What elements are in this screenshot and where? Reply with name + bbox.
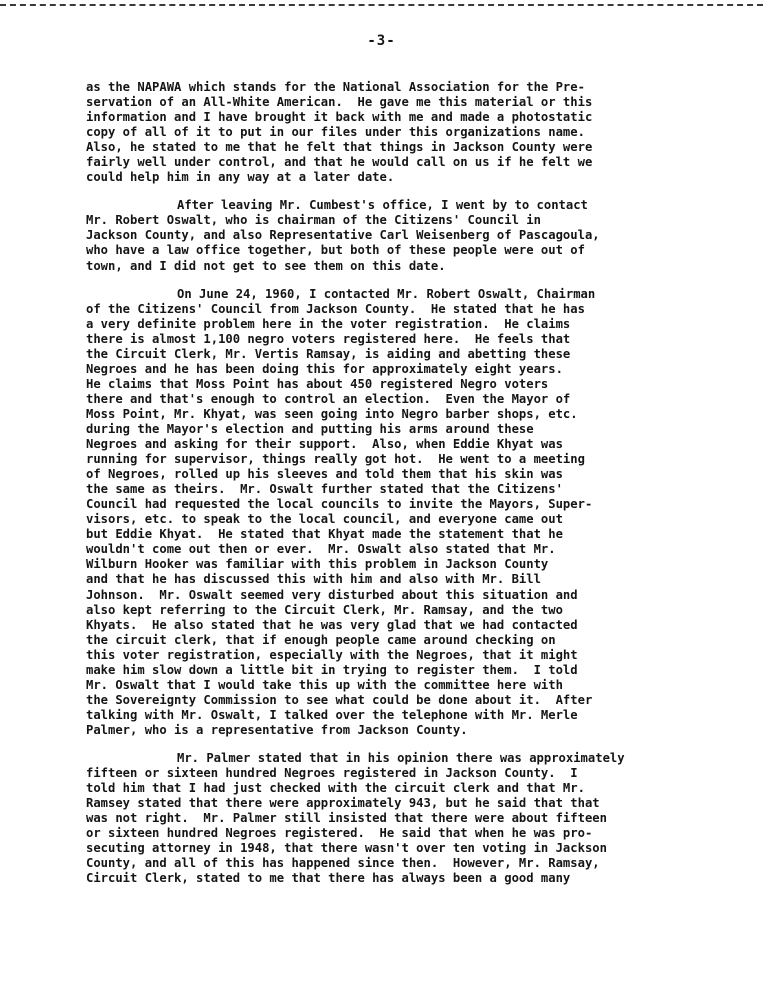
text-line: running for supervisor, things really got hot. He went to a meeting [86,452,585,467]
text-line: Negroes and asking for their support. Also, when Eddie Khyat was [86,437,563,452]
text-line: during the Mayor's election and putting his arms around these [86,421,534,436]
text-line: could help him in any way at a later date. [86,170,395,185]
text-line: wouldn't come out then or ever. Mr. Oswalt also stated that Mr. [86,542,556,557]
text-line: told him that I had just checked with the circuit clerk and that Mr. [86,781,585,796]
text-line: Ramsey stated that there were approximately 943, but he said that that [86,796,600,811]
text-line: Council had requested the local councils to invite the Mayors, Super- [86,497,593,512]
text-line: or sixteen hundred Negroes registered. He said that when he was pro- [86,826,593,841]
text-line: Circuit Clerk, stated to me that there has always been a good many [86,871,571,886]
text-line: Khyats. He also stated that he was very glad that we had contacted [86,617,578,632]
text-line: County, and all of this has happened since then. However, Mr. Ramsay, [86,856,600,871]
text-line: talking with Mr. Oswalt, I talked over the telephone with Mr. Merle [86,707,578,722]
text-line: copy of all of it to put in our files under this organizations name. [86,125,585,140]
text-line: of the Citizens' Council from Jackson County. He stated that he has [86,301,585,316]
document-body [86,80,736,899]
paragraph [86,80,736,185]
text-line: town, and I did not get to see them on this date. [86,258,446,273]
text-line: Moss Point, Mr. Khyat, was seen going into Negro barber shops, etc. [86,406,578,421]
text-line: of Negroes, rolled up his sleeves and told them that his skin was [86,467,563,482]
text-line: the Circuit Clerk, Mr. Vertis Ramsay, is aiding and abetting these [86,346,571,361]
text-line: fairly well under control, and that he would call on us if he felt we [86,155,593,170]
text-line: a very definite problem here in the voter registration. He claims [86,316,571,331]
text-line: as the NAPAWA which stands for the National Association for the Pre- [86,80,585,94]
text-line: information and I have brought it back with me and made a photostatic [86,110,593,125]
top-border-rule [0,4,763,6]
text-line: Palmer, who is a representative from Jackson County. [86,722,468,737]
text-line: Johnson. Mr. Oswalt seemed very disturbed about this situation and [86,587,578,602]
text-line: Also, he stated to me that he felt that things in Jackson County were [86,140,593,155]
text-line: the same as theirs. Mr. Oswalt further stated that the Citizens' [86,482,563,497]
text-line: Wilburn Hooker was familiar with this problem in Jackson County [86,557,549,572]
text-line: Jackson County, and also Representative Carl Weisenberg of Pascagoula, [86,228,600,243]
text-line: servation of an All-White American. He gave me this material or this [86,95,593,110]
text-line: Mr. Oswalt that I would take this up with the committee here with [86,677,563,692]
text-line: this voter registration, especially with the Negroes, that it might [86,647,578,662]
text-line: He claims that Moss Point has about 450 registered Negro voters [86,376,549,391]
text-line: fifteen or sixteen hundred Negroes registered in Jackson County. I [86,766,578,781]
text-line: the Sovereignty Commission to see what could be done about it. After [86,692,593,707]
paragraph [86,287,736,738]
text-line: On June 24, 1960, I contacted Mr. Robert Oswalt, Chairman [177,286,596,301]
text-line: visors, etc. to speak to the local council, and everyone came out [86,512,563,527]
text-line: the circuit clerk, that if enough people came around checking on [86,632,556,647]
text-line: Mr. Robert Oswalt, who is chairman of the Citizens' Council in [86,213,541,228]
text-line: was not right. Mr. Palmer still insisted that there were about fifteen [86,811,607,826]
text-line: there and that's enough to control an election. Even the Mayor of [86,391,571,406]
paragraph [86,198,736,273]
text-line: Negroes and he has been doing this for approximately eight years. [86,361,563,376]
text-line: who have a law office together, but both of these people were out of [86,243,585,258]
text-line: Mr. Palmer stated that in his opinion there was approximately [177,750,625,765]
text-line: but Eddie Khyat. He stated that Khyat made the statement that he [86,527,563,542]
page-number: -3- [367,33,396,49]
text-line: also kept referring to the Circuit Clerk, Mr. Ramsay, and the two [86,602,563,617]
text-line: make him slow down a little bit in trying to register them. I told [86,662,578,677]
text-line: there is almost 1,100 negro voters registered here. He feels that [86,331,571,346]
text-line: secuting attorney in 1948, that there wasn't over ten voting in Jackson [86,841,607,856]
text-line: After leaving Mr. Cumbest's office, I went by to contact [177,198,588,213]
text-line: and that he has discussed this with him and also with Mr. Bill [86,572,541,587]
paragraph [86,751,736,886]
